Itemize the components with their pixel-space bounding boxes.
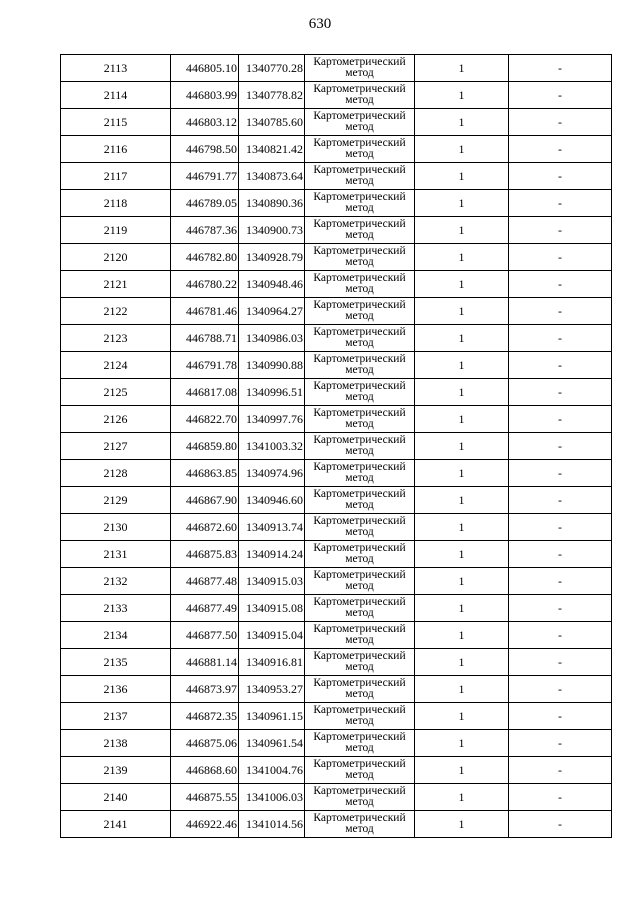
accuracy-cell: 1	[415, 163, 509, 190]
note-cell: -	[509, 595, 612, 622]
accuracy-cell: 1	[415, 730, 509, 757]
method-text-line-1: Картометрический	[313, 164, 406, 176]
x-coordinate-cell: 446787.36	[171, 217, 239, 244]
method-cell	[305, 676, 415, 703]
table-row	[61, 757, 612, 784]
point-number-cell: 2123	[61, 325, 171, 352]
point-number-cell: 2114	[61, 82, 171, 109]
method-cell	[305, 109, 415, 136]
note-cell: -	[509, 55, 612, 82]
table-row	[61, 595, 612, 622]
method-text-line-2: метод	[345, 202, 374, 214]
table-row	[61, 244, 612, 271]
point-number-cell: 2141	[61, 811, 171, 838]
y-coordinate-cell: 1340821.42	[239, 136, 305, 163]
method-text-line-1: Картометрический	[313, 137, 406, 149]
method-text-line-1: Картометрический	[313, 326, 406, 338]
method-cell	[305, 136, 415, 163]
table-row	[61, 109, 612, 136]
accuracy-cell: 1	[415, 352, 509, 379]
note-cell: -	[509, 136, 612, 163]
accuracy-cell: 1	[415, 325, 509, 352]
x-coordinate-cell: 446872.60	[171, 514, 239, 541]
accuracy-cell: 1	[415, 406, 509, 433]
method-cell	[305, 433, 415, 460]
note-cell: -	[509, 379, 612, 406]
note-cell: -	[509, 622, 612, 649]
x-coordinate-cell: 446817.08	[171, 379, 239, 406]
accuracy-cell: 1	[415, 55, 509, 82]
table-row	[61, 811, 612, 838]
point-number-cell: 2139	[61, 757, 171, 784]
accuracy-cell: 1	[415, 541, 509, 568]
point-number-cell: 2132	[61, 568, 171, 595]
point-number-cell: 2138	[61, 730, 171, 757]
point-number-cell: 2120	[61, 244, 171, 271]
accuracy-cell: 1	[415, 190, 509, 217]
table-row	[61, 730, 612, 757]
method-cell	[305, 298, 415, 325]
x-coordinate-cell: 446877.48	[171, 568, 239, 595]
accuracy-cell: 1	[415, 379, 509, 406]
method-cell	[305, 163, 415, 190]
table-row	[61, 82, 612, 109]
method-text-line-1: Картометрический	[313, 515, 406, 527]
method-text-line-1: Картометрический	[313, 299, 406, 311]
method-text-line-2: метод	[345, 256, 374, 268]
method-text-line-1: Картометрический	[313, 731, 406, 743]
method-cell	[305, 406, 415, 433]
accuracy-cell: 1	[415, 757, 509, 784]
accuracy-cell: 1	[415, 703, 509, 730]
coordinates-table-body	[61, 55, 612, 838]
table-row	[61, 352, 612, 379]
note-cell: -	[509, 460, 612, 487]
accuracy-cell: 1	[415, 514, 509, 541]
y-coordinate-cell: 1340996.51	[239, 379, 305, 406]
point-number-cell: 2135	[61, 649, 171, 676]
note-cell: -	[509, 190, 612, 217]
x-coordinate-cell: 446788.71	[171, 325, 239, 352]
y-coordinate-cell: 1340997.76	[239, 406, 305, 433]
y-coordinate-cell: 1340915.03	[239, 568, 305, 595]
note-cell: -	[509, 703, 612, 730]
table-row	[61, 55, 612, 82]
note-cell: -	[509, 649, 612, 676]
note-cell: -	[509, 271, 612, 298]
method-text-line-2: метод	[345, 364, 374, 376]
accuracy-cell: 1	[415, 676, 509, 703]
method-text-line-2: метод	[345, 94, 374, 106]
table-row	[61, 379, 612, 406]
note-cell: -	[509, 82, 612, 109]
x-coordinate-cell: 446859.80	[171, 433, 239, 460]
method-text-line-1: Картометрический	[313, 110, 406, 122]
table-row	[61, 460, 612, 487]
point-number-cell: 2113	[61, 55, 171, 82]
method-text-line-1: Картометрический	[313, 596, 406, 608]
note-cell: -	[509, 784, 612, 811]
x-coordinate-cell: 446781.46	[171, 298, 239, 325]
point-number-cell: 2133	[61, 595, 171, 622]
accuracy-cell: 1	[415, 784, 509, 811]
accuracy-cell: 1	[415, 622, 509, 649]
method-text-line-2: метод	[345, 175, 374, 187]
note-cell: -	[509, 433, 612, 460]
y-coordinate-cell: 1340961.15	[239, 703, 305, 730]
method-cell	[305, 190, 415, 217]
note-cell: -	[509, 811, 612, 838]
y-coordinate-cell: 1340961.54	[239, 730, 305, 757]
y-coordinate-cell: 1341014.56	[239, 811, 305, 838]
table-row	[61, 136, 612, 163]
accuracy-cell: 1	[415, 568, 509, 595]
method-text-line-1: Картометрический	[313, 569, 406, 581]
note-cell: -	[509, 325, 612, 352]
point-number-cell: 2130	[61, 514, 171, 541]
method-text-line-2: метод	[345, 823, 374, 835]
y-coordinate-cell: 1340900.73	[239, 217, 305, 244]
x-coordinate-cell: 446875.06	[171, 730, 239, 757]
point-number-cell: 2134	[61, 622, 171, 649]
x-coordinate-cell: 446805.10	[171, 55, 239, 82]
accuracy-cell: 1	[415, 217, 509, 244]
method-text-line-1: Картометрический	[313, 218, 406, 230]
accuracy-cell: 1	[415, 649, 509, 676]
y-coordinate-cell: 1340785.60	[239, 109, 305, 136]
method-text-line-1: Картометрический	[313, 542, 406, 554]
accuracy-cell: 1	[415, 811, 509, 838]
x-coordinate-cell: 446789.05	[171, 190, 239, 217]
point-number-cell: 2129	[61, 487, 171, 514]
note-cell: -	[509, 163, 612, 190]
method-text-line-1: Картометрический	[313, 488, 406, 500]
method-text-line-1: Картометрический	[313, 434, 406, 446]
x-coordinate-cell: 446875.83	[171, 541, 239, 568]
method-cell	[305, 703, 415, 730]
table-row	[61, 487, 612, 514]
method-cell	[305, 55, 415, 82]
point-number-cell: 2121	[61, 271, 171, 298]
x-coordinate-cell: 446803.12	[171, 109, 239, 136]
method-text-line-2: метод	[345, 445, 374, 457]
method-text-line-2: метод	[345, 688, 374, 700]
method-cell	[305, 244, 415, 271]
table-row	[61, 325, 612, 352]
method-text-line-1: Картометрический	[313, 812, 406, 824]
x-coordinate-cell: 446877.50	[171, 622, 239, 649]
method-text-line-1: Картометрический	[313, 758, 406, 770]
accuracy-cell: 1	[415, 298, 509, 325]
accuracy-cell: 1	[415, 271, 509, 298]
x-coordinate-cell: 446881.14	[171, 649, 239, 676]
method-text-line-1: Картометрический	[313, 677, 406, 689]
method-text-line-1: Картометрический	[313, 353, 406, 365]
method-cell	[305, 514, 415, 541]
x-coordinate-cell: 446782.80	[171, 244, 239, 271]
y-coordinate-cell: 1340986.03	[239, 325, 305, 352]
note-cell: -	[509, 298, 612, 325]
method-text-line-2: метод	[345, 283, 374, 295]
method-text-line-2: метод	[345, 796, 374, 808]
method-cell	[305, 568, 415, 595]
point-number-cell: 2136	[61, 676, 171, 703]
x-coordinate-cell: 446872.35	[171, 703, 239, 730]
table-row	[61, 514, 612, 541]
method-text-line-2: метод	[345, 607, 374, 619]
accuracy-cell: 1	[415, 136, 509, 163]
table-row	[61, 298, 612, 325]
point-number-cell: 2131	[61, 541, 171, 568]
accuracy-cell: 1	[415, 82, 509, 109]
method-text-line-2: метод	[345, 310, 374, 322]
method-text-line-1: Картометрический	[313, 650, 406, 662]
y-coordinate-cell: 1340915.04	[239, 622, 305, 649]
page-number: 630	[308, 16, 332, 32]
method-text-line-2: метод	[345, 418, 374, 430]
x-coordinate-cell: 446863.85	[171, 460, 239, 487]
y-coordinate-cell: 1340913.74	[239, 514, 305, 541]
method-text-line-1: Картометрический	[313, 407, 406, 419]
table-row	[61, 703, 612, 730]
method-cell	[305, 649, 415, 676]
x-coordinate-cell: 446791.78	[171, 352, 239, 379]
method-cell	[305, 757, 415, 784]
method-text-line-1: Картометрический	[313, 245, 406, 257]
y-coordinate-cell: 1340890.36	[239, 190, 305, 217]
method-text-line-2: метод	[345, 634, 374, 646]
accuracy-cell: 1	[415, 595, 509, 622]
method-text-line-2: метод	[345, 148, 374, 160]
method-text-line-1: Картометрический	[313, 191, 406, 203]
y-coordinate-cell: 1340946.60	[239, 487, 305, 514]
method-text-line-2: метод	[345, 553, 374, 565]
point-number-cell: 2115	[61, 109, 171, 136]
method-text-line-1: Картометрический	[313, 785, 406, 797]
method-cell	[305, 325, 415, 352]
y-coordinate-cell: 1341006.03	[239, 784, 305, 811]
point-number-cell: 2118	[61, 190, 171, 217]
method-text-line-1: Картометрический	[313, 623, 406, 635]
method-text-line-2: метод	[345, 580, 374, 592]
method-text-line-2: метод	[345, 661, 374, 673]
method-text-line-1: Картометрический	[313, 56, 406, 68]
x-coordinate-cell: 446868.60	[171, 757, 239, 784]
method-text-line-2: метод	[345, 499, 374, 511]
method-text-line-1: Картометрический	[313, 272, 406, 284]
method-text-line-2: метод	[345, 769, 374, 781]
method-cell	[305, 811, 415, 838]
note-cell: -	[509, 406, 612, 433]
method-cell	[305, 487, 415, 514]
note-cell: -	[509, 568, 612, 595]
y-coordinate-cell: 1340873.64	[239, 163, 305, 190]
x-coordinate-cell: 446922.46	[171, 811, 239, 838]
method-cell	[305, 622, 415, 649]
y-coordinate-cell: 1340974.96	[239, 460, 305, 487]
table-row	[61, 433, 612, 460]
x-coordinate-cell: 446822.70	[171, 406, 239, 433]
note-cell: -	[509, 541, 612, 568]
method-cell	[305, 217, 415, 244]
x-coordinate-cell: 446875.55	[171, 784, 239, 811]
method-text-line-2: метод	[345, 229, 374, 241]
method-text-line-2: метод	[345, 742, 374, 754]
accuracy-cell: 1	[415, 244, 509, 271]
y-coordinate-cell: 1340778.82	[239, 82, 305, 109]
point-number-cell: 2128	[61, 460, 171, 487]
y-coordinate-cell: 1340770.28	[239, 55, 305, 82]
table-row	[61, 217, 612, 244]
note-cell: -	[509, 487, 612, 514]
method-cell	[305, 352, 415, 379]
accuracy-cell: 1	[415, 487, 509, 514]
note-cell: -	[509, 109, 612, 136]
table-row	[61, 649, 612, 676]
method-cell	[305, 730, 415, 757]
table-row	[61, 163, 612, 190]
y-coordinate-cell: 1341003.32	[239, 433, 305, 460]
note-cell: -	[509, 217, 612, 244]
point-number-cell: 2122	[61, 298, 171, 325]
table-row	[61, 406, 612, 433]
y-coordinate-cell: 1340948.46	[239, 271, 305, 298]
method-text-line-2: метод	[345, 715, 374, 727]
point-number-cell: 2137	[61, 703, 171, 730]
method-text-line-2: метод	[345, 391, 374, 403]
note-cell: -	[509, 730, 612, 757]
point-number-cell: 2117	[61, 163, 171, 190]
table-row	[61, 190, 612, 217]
method-text-line-2: метод	[345, 472, 374, 484]
accuracy-cell: 1	[415, 460, 509, 487]
y-coordinate-cell: 1340953.27	[239, 676, 305, 703]
y-coordinate-cell: 1340915.08	[239, 595, 305, 622]
table-row	[61, 271, 612, 298]
method-cell	[305, 271, 415, 298]
method-text-line-2: метод	[345, 67, 374, 79]
table-row	[61, 622, 612, 649]
point-number-cell: 2125	[61, 379, 171, 406]
note-cell: -	[509, 352, 612, 379]
accuracy-cell: 1	[415, 109, 509, 136]
note-cell: -	[509, 757, 612, 784]
point-number-cell: 2119	[61, 217, 171, 244]
x-coordinate-cell: 446873.97	[171, 676, 239, 703]
x-coordinate-cell: 446867.90	[171, 487, 239, 514]
method-text-line-2: метод	[345, 337, 374, 349]
point-number-cell: 2127	[61, 433, 171, 460]
method-text-line-1: Картометрический	[313, 83, 406, 95]
method-text-line-2: метод	[345, 121, 374, 133]
table-row	[61, 541, 612, 568]
method-text-line-1: Картометрический	[313, 380, 406, 392]
x-coordinate-cell: 446877.49	[171, 595, 239, 622]
note-cell: -	[509, 244, 612, 271]
accuracy-cell: 1	[415, 433, 509, 460]
coordinates-table	[60, 54, 612, 838]
y-coordinate-cell: 1340916.81	[239, 649, 305, 676]
x-coordinate-cell: 446791.77	[171, 163, 239, 190]
method-cell	[305, 82, 415, 109]
point-number-cell: 2116	[61, 136, 171, 163]
table-row	[61, 676, 612, 703]
method-cell	[305, 595, 415, 622]
method-text-line-1: Картометрический	[313, 704, 406, 716]
note-cell: -	[509, 514, 612, 541]
method-cell	[305, 541, 415, 568]
note-cell: -	[509, 676, 612, 703]
x-coordinate-cell: 446798.50	[171, 136, 239, 163]
point-number-cell: 2126	[61, 406, 171, 433]
x-coordinate-cell: 446803.99	[171, 82, 239, 109]
point-number-cell: 2124	[61, 352, 171, 379]
table-row	[61, 568, 612, 595]
table-row	[61, 784, 612, 811]
method-text-line-2: метод	[345, 526, 374, 538]
y-coordinate-cell: 1340928.79	[239, 244, 305, 271]
point-number-cell: 2140	[61, 784, 171, 811]
method-text-line-1: Картометрический	[313, 461, 406, 473]
method-cell	[305, 460, 415, 487]
y-coordinate-cell: 1340964.27	[239, 298, 305, 325]
y-coordinate-cell: 1340990.88	[239, 352, 305, 379]
y-coordinate-cell: 1340914.24	[239, 541, 305, 568]
method-cell	[305, 379, 415, 406]
x-coordinate-cell: 446780.22	[171, 271, 239, 298]
method-cell	[305, 784, 415, 811]
y-coordinate-cell: 1341004.76	[239, 757, 305, 784]
